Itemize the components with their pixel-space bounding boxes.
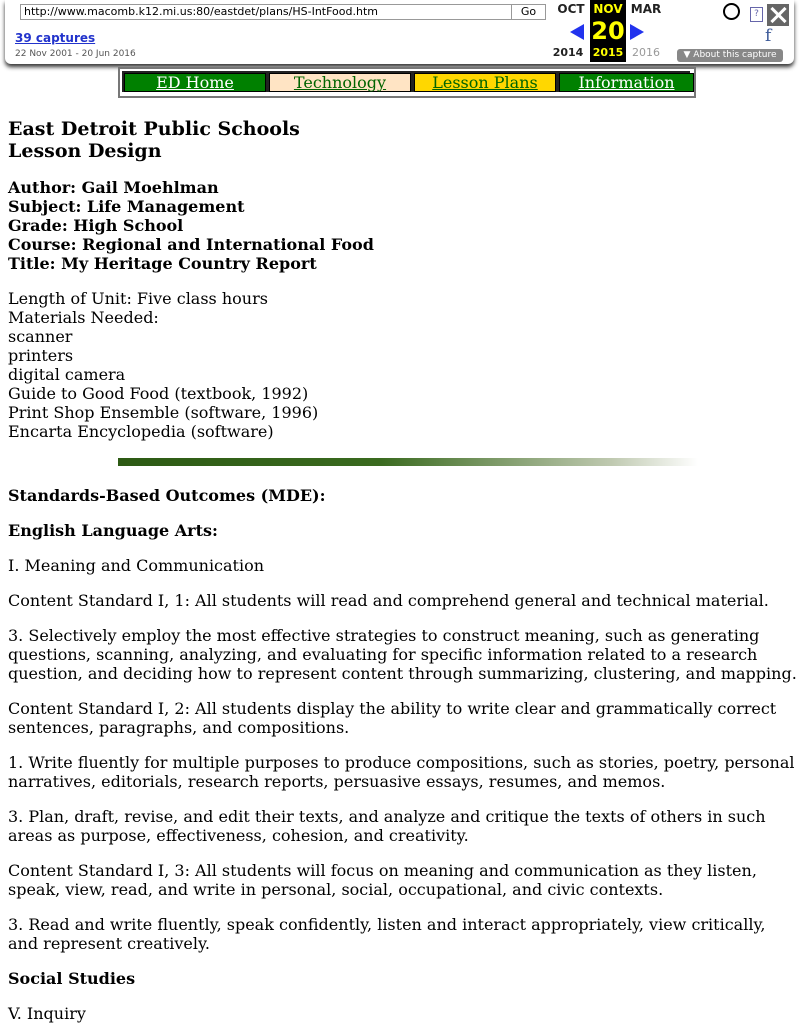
close-icon[interactable] (767, 4, 789, 26)
current-capture (590, 0, 626, 62)
about-capture-button[interactable]: ▼ About this capture (677, 49, 783, 62)
material-item: Encarta Encyclopedia (software) (8, 422, 274, 441)
wayback-go-button[interactable]: Go (511, 4, 546, 20)
captures-link[interactable]: 39 captures (15, 31, 96, 45)
prev-month-label[interactable]: OCT (557, 2, 585, 16)
gradient-divider (118, 458, 698, 466)
standard-2-item-1: 1. Write fluently for multiple purposes to produce compositions, such as stories, poetry, personal narratives, editorials, research reports, persuasive essays, resumes, and memos. (8, 753, 795, 791)
meaning-heading: I. Meaning and Communication (8, 556, 265, 575)
material-item: Print Shop Ensemble (software, 1996) (8, 403, 319, 422)
standard-1-item-3: 3. Selectively employ the most effective strategies to construct meaning, such as generating questions, scanning, analyzing, and evaluating for specific information related to a research question, and deciding how to represent content through summarizing, clustering, and mapping. (8, 626, 797, 683)
next-year-label[interactable]: 2016 (632, 46, 660, 59)
social-studies-heading: Social Studies (8, 969, 136, 988)
content-standard-1: Content Standard I, 1: All students will read and comprehend general and technical material. (8, 591, 769, 610)
material-item: digital camera (8, 365, 126, 384)
prev-capture-arrow-icon[interactable] (570, 24, 584, 40)
main-content (8, 118, 800, 1023)
author: Author: Gail Moehlman (8, 178, 219, 197)
current-day-label: 20 (591, 17, 625, 45)
standard-3-item-3: 3. Read and write fluently, speak confidently, listen and interact appropriately, view critically, and represent creatively. (8, 915, 766, 953)
wayback-url-input[interactable]: http://www.macomb.k12.mi.us:80/eastdet/plans/HS-IntFood.htm (20, 4, 513, 20)
nav-lesson-plans-link[interactable]: Lesson Plans (414, 73, 556, 92)
grade: Grade: High School (8, 216, 184, 235)
prev-year-label[interactable]: 2014 (552, 46, 584, 59)
next-month-label[interactable]: MAR (630, 2, 662, 16)
nav-ed-home-link[interactable]: ED Home (124, 73, 266, 92)
standard-2-item-3: 3. Plan, draft, revise, and edit their texts, and analyze and critique the texts of others in such areas as purpose, effectiveness, cohesion, and creativity. (8, 807, 766, 845)
nav-information-link[interactable]: Information (559, 73, 694, 92)
wayback-toolbar (5, 0, 794, 64)
subject: Subject: Life Management (8, 197, 245, 216)
site-nav (118, 67, 696, 98)
facebook-icon[interactable]: f (765, 26, 772, 46)
site-nav-bar (122, 71, 690, 92)
materials-needed-label: Materials Needed: (8, 308, 159, 327)
current-year-label: 2015 (592, 46, 624, 59)
unit-length: Length of Unit: Five class hours (8, 289, 268, 308)
capture-range: 22 Nov 2001 - 20 Jun 2016 (15, 49, 136, 59)
standards-heading: Standards-Based Outcomes (MDE): (8, 486, 326, 505)
material-item: printers (8, 346, 74, 365)
loading-circle-icon (723, 3, 740, 20)
current-month-label: NOV (593, 2, 623, 16)
ela-heading: English Language Arts: (8, 521, 218, 540)
course: Course: Regional and International Food (8, 235, 374, 254)
nav-technology-link[interactable]: Technology (269, 73, 411, 92)
material-item: Guide to Good Food (textbook, 1992) (8, 384, 309, 403)
inquiry-heading: V. Inquiry (8, 1004, 86, 1023)
material-item: scanner (8, 327, 73, 346)
page-title-line1: East Detroit Public Schools (8, 118, 300, 140)
content-standard-2: Content Standard I, 2: All students display the ability to write clear and grammatically correct sentences, paragraphs, and compositions. (8, 699, 777, 737)
lesson-title: Title: My Heritage Country Report (8, 254, 317, 273)
help-icon[interactable]: ? (750, 7, 763, 22)
next-capture-arrow-icon[interactable] (630, 24, 644, 40)
page-title-line2: Lesson Design (8, 140, 162, 162)
content-standard-3: Content Standard I, 3: All students will focus on meaning and communication as they listen, speak, view, read, and write in personal, social, occupational, and civic contexts. (8, 861, 757, 899)
